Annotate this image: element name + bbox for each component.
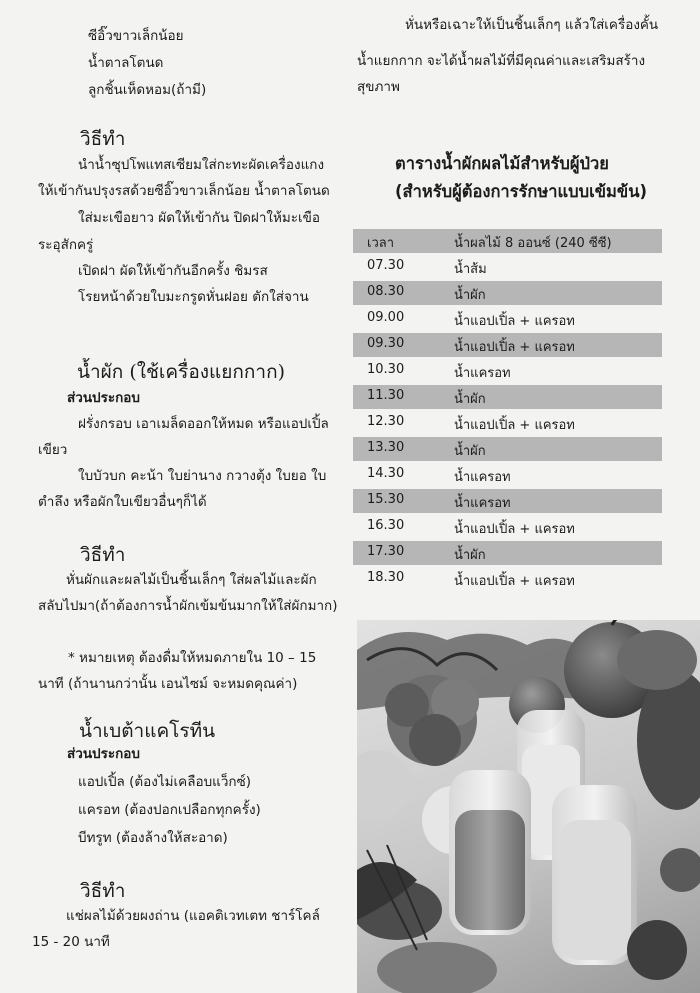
beta-ingredient-carrot: แครอท (ต้องปอกเปลือกทุกครั้ง) <box>78 802 261 818</box>
method-line: เปิดฝา ผัดให้เข้ากันอีกครั้ง ชิมรส <box>78 263 268 279</box>
table-row <box>353 541 662 565</box>
table-row <box>353 437 662 461</box>
method-line: ให้เข้ากันปรุงรสด้วยซีอิ๊วขาวเล็กน้อย น้ำตาลโตนด <box>38 183 330 199</box>
ingredient-soy-sauce: ซีอิ๊วขาวเล็กน้อย <box>88 28 184 44</box>
row-drink: น้ำแอปเปิ้ล + แครอท <box>454 522 575 537</box>
row-time: 15.30 <box>367 492 405 507</box>
row-drink: น้ำผัก <box>454 288 486 303</box>
row-time: 12.30 <box>367 414 405 429</box>
row-drink: น้ำแอปเปิ้ล + แครอท <box>454 418 575 433</box>
row-time: 07.30 <box>367 258 405 273</box>
note-line: นาที (ถ้านานกว่านั้น เอนไซม์ จะหมดคุณค่า) <box>38 676 298 692</box>
row-drink: น้ำแอปเปิ้ล + แครอท <box>454 574 575 589</box>
juice-method-line: สลับไปมา(ถ้าต้องการน้ำผักเข้มข้นมากให้ใส่ผักมาก) <box>38 598 338 614</box>
continued-line: น้ำแยกกาก จะได้น้ำผลไม้ที่มีคุณค่าและเสริมสร้าง <box>357 53 646 69</box>
method-line: นำน้ำซุปโพแทสเซียมใส่กะทะผัดเครื่องแกง <box>78 157 325 173</box>
row-drink: น้ำผัก <box>454 392 486 407</box>
juice-ingredient-line: ตำลึง หรือผักใบเขียวอื่นๆก็ได้ <box>38 494 207 510</box>
table-row <box>353 411 662 435</box>
row-drink: น้ำแครอท <box>454 366 511 381</box>
juice-ingredient-line: ฝรั่งกรอบ เอาเมล็ดออกให้หมด หรือแอปเปิ้ล <box>78 416 329 432</box>
juice-method-line: หั่นผักและผลไม้เป็นชิ้นเล็กๆ ใส่ผลไม้และผัก <box>66 572 317 588</box>
row-time: 17.30 <box>367 544 405 559</box>
continued-line: สุขภาพ <box>357 79 400 95</box>
row-drink: น้ำผัก <box>454 444 486 459</box>
method-line: ระอุสักครู่ <box>38 237 94 253</box>
vegetable-juice-heading: น้ำผัก (ใช้เครื่องแยกกาก) <box>77 361 285 383</box>
ingredient-palm-sugar: น้ำตาลโตนด <box>88 55 164 71</box>
table-row <box>353 567 662 591</box>
beta-method-heading: วิธีทำ <box>80 880 126 902</box>
juice-ingredient-line: เขียว <box>38 442 68 458</box>
ingredient-mushroom-ball: ลูกชิ้นเห็ดหอม(ถ้ามี) <box>88 82 207 98</box>
row-time: 08.30 <box>367 284 405 299</box>
table-row <box>353 463 662 487</box>
row-time: 09.30 <box>367 336 405 351</box>
continued-line: หั่นหรือเฉาะให้เป็นชิ้นเล็กๆ แล้วใส่เครื่องคั้น <box>405 17 659 33</box>
method-line: โรยหน้าด้วยใบมะกรูดหั่นฝอย ตักใส่จาน <box>78 289 309 305</box>
photo-illustration <box>357 620 700 993</box>
row-drink: น้ำส้ม <box>454 262 487 277</box>
table-header-row <box>353 229 662 253</box>
row-drink: น้ำแครอท <box>454 470 511 485</box>
row-drink: น้ำแอปเปิ้ล + แครอท <box>454 314 575 329</box>
juice-method-heading: วิธีทำ <box>80 544 126 566</box>
juice-ingredients-label: ส่วนประกอบ <box>67 390 140 406</box>
beta-method-line: 15 - 20 นาที <box>32 934 110 950</box>
table-row <box>353 359 662 383</box>
row-time: 14.30 <box>367 466 405 481</box>
row-drink: น้ำแอปเปิ้ล + แครอท <box>454 340 575 355</box>
fruit-vegetable-juice-photo <box>357 620 700 993</box>
row-time: 09.00 <box>367 310 405 325</box>
beta-ingredients-label: ส่วนประกอบ <box>67 746 140 762</box>
note-line: * หมายเหตุ ต้องดื่มให้หมดภายใน 10 – 15 <box>68 650 317 666</box>
method-heading: วิธีทำ <box>80 128 126 150</box>
beta-ingredient-apple: แอปเปิ้ล (ต้องไม่เคลือบแว็กซ์) <box>78 774 252 790</box>
table-row <box>353 307 662 331</box>
row-time: 18.30 <box>367 570 405 585</box>
table-row <box>353 515 662 539</box>
schedule-subtitle: (สำหรับผู้ต้องการรักษาแบบเข้มข้น) <box>395 182 648 201</box>
row-time: 11.30 <box>367 388 405 403</box>
beta-method-line: แช่ผลไม้ด้วยผงถ่าน (แอคติเวทเตท ชาร์โคล์ <box>66 908 320 924</box>
row-time: 16.30 <box>367 518 405 533</box>
beta-ingredient-beetroot: บีทรูท (ต้องล้างให้สะอาด) <box>78 830 228 846</box>
header-time: เวลา <box>367 236 395 251</box>
row-drink: น้ำแครอท <box>454 496 511 511</box>
juice-ingredient-line: ใบบัวบก คะน้า ใบย่านาง กวางตุ้ง ใบยอ ใบ <box>78 468 327 484</box>
schedule-title: ตารางน้ำผักผลไม้สำหรับผู้ป่วย <box>395 154 609 173</box>
method-line: ใส่มะเขือยาว ผัดให้เข้ากัน ปิดฝาให้มะเขือ <box>78 210 320 226</box>
beta-carotene-heading: น้ำเบต้าแคโรทีน <box>79 720 216 742</box>
table-row <box>353 385 662 409</box>
row-time: 13.30 <box>367 440 405 455</box>
row-drink: น้ำผัก <box>454 548 486 563</box>
table-row <box>353 281 662 305</box>
table-row <box>353 333 662 357</box>
row-time: 10.30 <box>367 362 405 377</box>
header-drink: น้ำผลไม้ 8 ออนซ์ (240 ซีซี) <box>454 236 612 251</box>
table-row <box>353 489 662 513</box>
table-row <box>353 255 662 279</box>
